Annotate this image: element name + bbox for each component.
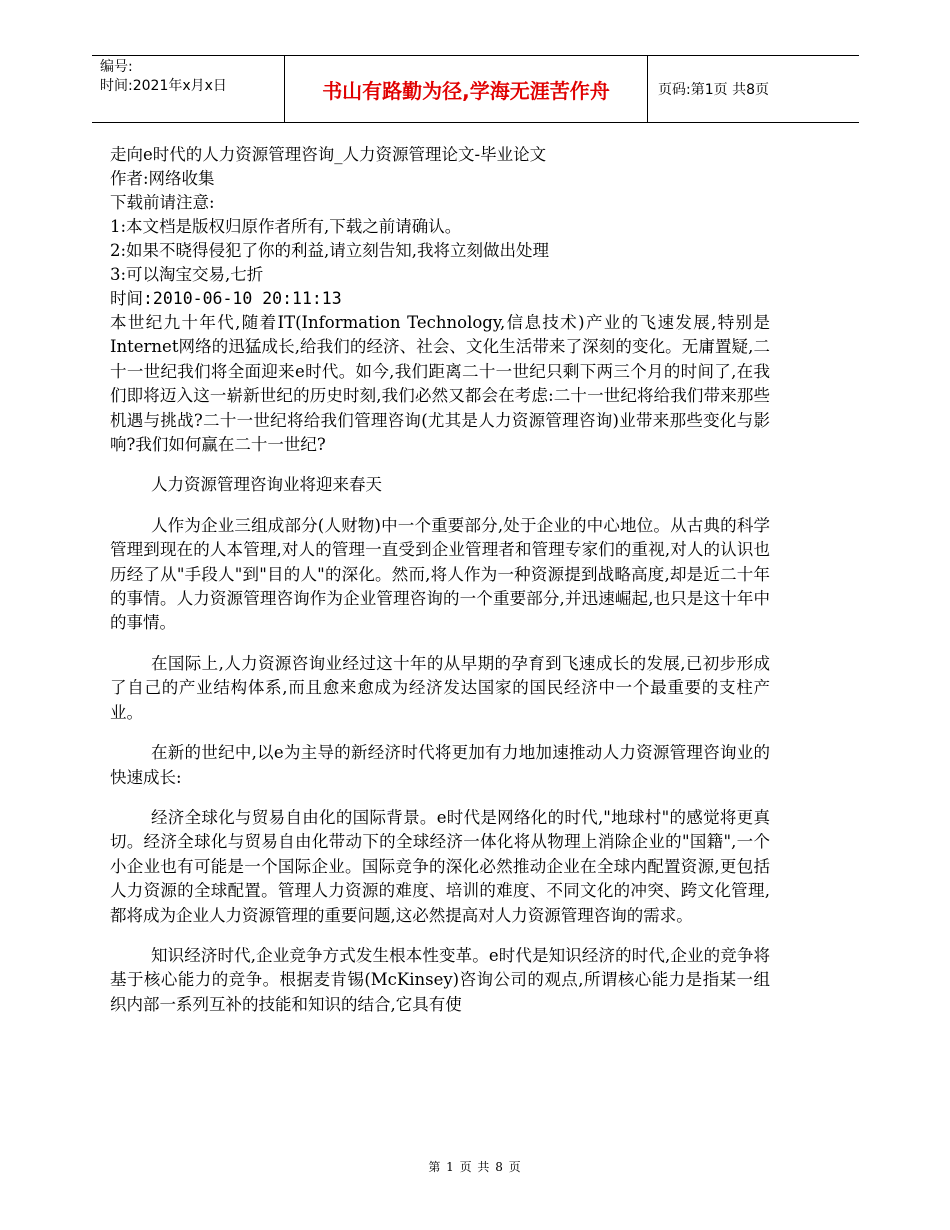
body-paragraph: 人作为企业三组成部分(人财物)中一个重要部分,处于企业的中心地位。从古典的科学管理到现在的人本管理,对人的管理一直受到企业管理者和管理专家们的重视,对人的认识也历经了从"手段人"到"目的人"的深化。然而,将人作为一种资源提到战略高度,却是近二十年的事情。人力资源管理咨询作为企业管理咨询的一个重要部分,并迅速崛起,也只是这十年中的事情。 bbox=[110, 515, 770, 633]
document-number-label: 编号: bbox=[100, 59, 133, 75]
document-title: 走向e时代的人力资源管理咨询_人力资源管理论文-毕业论文 bbox=[110, 145, 547, 164]
body-paragraph: 本世纪九十年代,随着IT(Information Technology,信息技术)产业的飞速发展,特别是Internet网络的迅猛成长,给我们的经济、社会、文化生活带来了深刻的变化。无庸置疑,二十一世纪我们将全面迎来e时代。如今,我们距离二十一世纪只剩下两三个月的时间了,在我们即将迈入这一崭新世纪的历史时刻,我们必然又都会在考虑:二十一世纪将给我们带来那些机遇与挑战?二十一世纪将给我们管理咨询(尤其是人力资源管理咨询)业带来那些变化与影响?我们如何赢在二十一世纪? bbox=[110, 313, 770, 455]
notice-item: 3:可以淘宝交易,七折 bbox=[110, 265, 264, 284]
page-footer: 第 1 页 共 8 页 bbox=[428, 1160, 522, 1174]
body-paragraph: 知识经济时代,企业竞争方式发生根本性变革。e时代是知识经济的时代,企业的竞争将基于核心能力的竞争。根据麦肯锡(McKinsey)咨询公司的观点,所谓核心能力是指某一组织内部一系列互补的技能和知识的结合,它具有使 bbox=[110, 945, 770, 1014]
body-paragraph: 在新的世纪中,以e为主导的新经济时代将更加有力地加速推动人力资源管理咨询业的快速成长: bbox=[110, 743, 770, 787]
page-header bbox=[92, 55, 859, 123]
section-heading: 人力资源管理咨询业将迎来春天 bbox=[151, 475, 382, 495]
body-paragraph: 在国际上,人力资源咨询业经过这十年的从早期的孕育到飞速成长的发展,已初步形成了自己的产业结构体系,而且愈来愈成为经济发达国家的国民经济中一个最重要的支柱产业。 bbox=[110, 653, 770, 722]
header-meta-cell bbox=[92, 56, 285, 122]
document-time-label: 时间:2021年x月x日 bbox=[100, 78, 227, 94]
document-timestamp: 时间:2010-06-10 20:11:13 bbox=[110, 289, 342, 308]
notice-item: 2:如果不晓得侵犯了你的利益,请立刻告知,我将立刻做出处理 bbox=[110, 241, 550, 260]
notice-heading: 下载前请注意: bbox=[110, 193, 215, 212]
document-body bbox=[110, 143, 770, 1033]
header-page-info: 页码:第1页 共8页 bbox=[658, 82, 769, 98]
body-paragraph: 经济全球化与贸易自由化的国际背景。e时代是网络化的时代,"地球村"的感觉将更真切。经济全球化与贸易自由化带动下的全球经济一体化将从物理上消除企业的"国籍",一个小企业也有可能是一个国际企业。国际竞争的深化必然推动企业在全球内配置资源,更包括人力资源的全球配置。管理人力资源的难度、培训的难度、不同文化的冲突、跨文化管理,都将成为企业人力资源管理的重要问题,这必然提高对人力资源管理咨询的需求。 bbox=[110, 807, 770, 925]
header-motto: 书山有路勤为径,学海无涯苦作舟 bbox=[285, 56, 648, 122]
document-author: 作者:网络收集 bbox=[110, 169, 215, 188]
notice-item: 1:本文档是版权归原作者所有,下载之前请确认。 bbox=[110, 217, 462, 236]
